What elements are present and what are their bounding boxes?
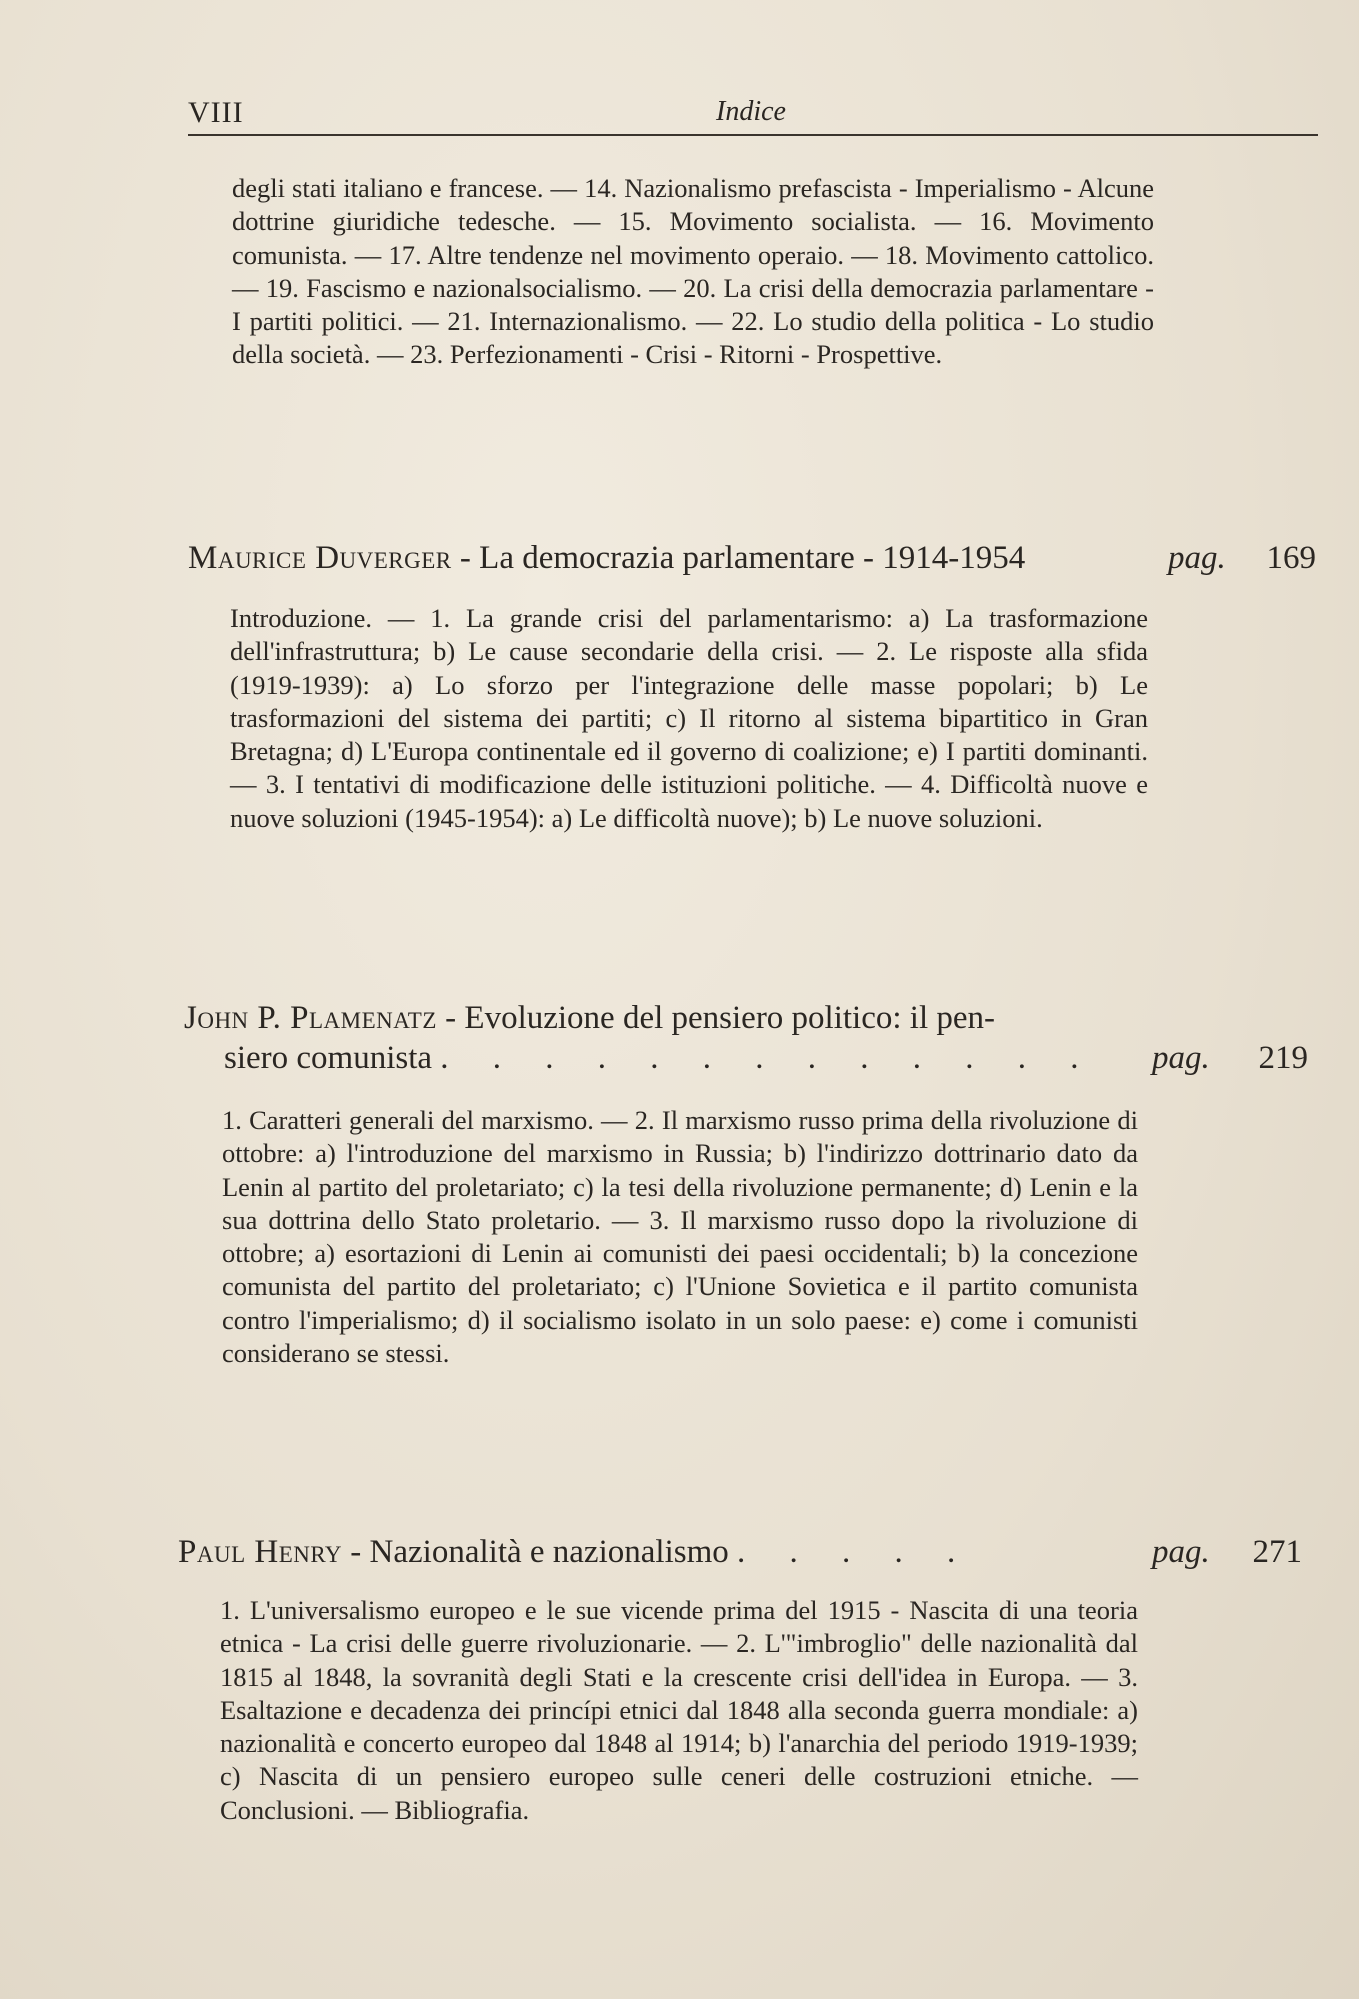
continued-chapter-summary: degli stati italiano e francese. — 14. Nazionalismo prefascista - Imperialismo - Alcune dottrine giuridiche tedesche. — 15. Movimento socialista. — 16. Movimento comunista. — 17. Altre tendenze nel movimento operaio. — 18. Movimento cattolico. — 19. Fascismo e nazionalsocialismo. — 20. La crisi della democrazia parlamentare - I partiti politici. — 21. Internazionalismo. — 22. Lo studio della politica - Lo studio della società. — 23. Perfezionamenti - Crisi - Ritorni - Prospettive. [232, 173, 1154, 370]
page-label: pag. [1168, 540, 1226, 576]
entry-separator: - [459, 540, 471, 576]
entry-author: John P. Plamenatz [184, 1000, 437, 1036]
entry-title-line1: Evoluzione del pensiero politico: il pen- [464, 1000, 996, 1036]
page-label: pag. [1152, 1040, 1210, 1076]
entry-title: Nazionalità e nazionalismo [369, 1534, 729, 1570]
header-rule [188, 134, 1318, 136]
running-title: Indice [716, 96, 786, 127]
running-head [188, 92, 1318, 132]
entry-heading-line2 [184, 1038, 1308, 1078]
entry-author: Maurice Duverger [188, 540, 452, 576]
page-number: 271 [1252, 1534, 1302, 1570]
entry-summary: 1. L'universalismo europeo e le sue vicende prima del 1915 - Nascita di una teoria etnica - La crisi delle guerre rivoluzionarie. — 2. L'"imbroglio" delle nazionalità dal 1815 al 1848, la sovranità degli Stati e la crescente crisi dell'idea in Europa. — 3. Esaltazione e decadenza dei princípi etnici dal 1848 alla seconda guerra mondiale: a) nazionalità e concerto europeo dal 1848 al 1914; b) l'anarchia del periodo 1919-1939; c) Nascita di un pensiero europeo sulle ceneri delle costruzioni etniche. — Conclusioni. — Bibliografia. [220, 1595, 1138, 1825]
entry-summary: Introduzione. — 1. La grande crisi del parlamentarismo: a) La trasformazione dell'infrastruttura; b) Le cause secondarie della crisi. — 2. Le risposte alla sfida (1919-1939): a) Lo sforzo per l'integrazione delle masse popolari; b) Le trasformazioni del sistema dei partiti; c) Il ritorno al sistema bipartitico in Gran Bretagna; d) L'Europa continentale ed il governo di coalizione; e) I partiti dominanti. — 3. I tentativi di modificazione delle istituzioni politiche. — 4. Difficoltà nuove e nuove soluzioni (1945-1954): a) Le difficoltà nuove); b) Le nuove soluzioni. [230, 603, 1148, 833]
entry-heading [178, 1532, 1302, 1572]
entry-separator: - [350, 1534, 362, 1570]
entry-author: Paul Henry [178, 1534, 343, 1570]
toc-entry [188, 538, 1316, 835]
dot-leaders: . . . . . [737, 1534, 974, 1570]
toc-entry [178, 1532, 1302, 1827]
dot-leaders: . . . . . . . . . . . . . [440, 1040, 1097, 1076]
toc-entry [184, 998, 1308, 1370]
entry-summary: 1. Caratteri generali del marxismo. — 2. Il marxismo russo prima della rivoluzione di ottobre: a) l'introduzione del marxismo in Russia; b) l'indirizzo dottrinario dato da Lenin al partito del proletariato; c) la tesi della rivoluzione permanente; d) Lenin e la sua dottrina dello Stato proletario. — 3. Il marxismo russo dopo la rivoluzione di ottobre; a) esortazioni di Lenin ai comunisti dei paesi occidentali; b) la concezione comunista del partito del proletariato; c) l'Unione Sovietica e il partito comunista contro l'imperialismo; d) il socialismo isolato in un solo paese: e) come i comunisti considerano se stessi. [222, 1105, 1138, 1369]
page-label: pag. [1152, 1534, 1210, 1570]
page-folio: VIII [188, 96, 244, 129]
entry-heading [188, 538, 1316, 578]
page-number: 169 [1266, 540, 1316, 576]
entry-title-line2: siero comunista [224, 1040, 433, 1076]
entry-heading [184, 998, 1308, 1038]
entry-title: La democrazia parlamentare - 1914-1954 [479, 540, 1026, 576]
entry-separator: - [445, 1000, 457, 1036]
page-number: 219 [1258, 1040, 1308, 1076]
